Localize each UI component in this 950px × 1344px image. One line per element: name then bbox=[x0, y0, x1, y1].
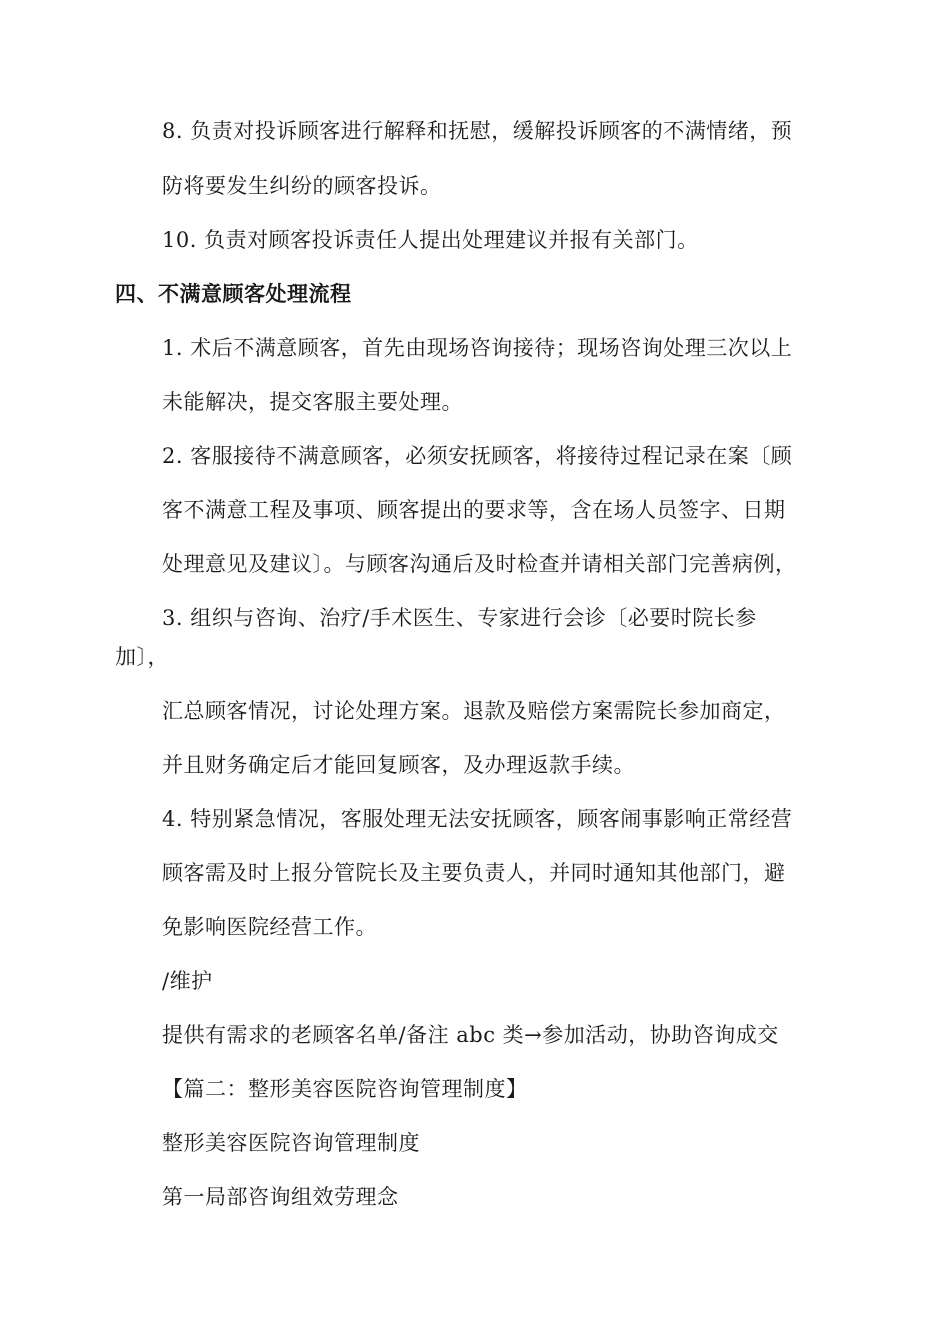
paragraph-line: 免影响医院经营工作。 bbox=[162, 915, 377, 939]
paragraph-line: 3. 组织与咨询、治疗/手术医生、专家进行会诊〔必要时院长参 bbox=[162, 606, 757, 630]
paragraph-line: 处理意见及建议〕。与顾客沟通后及时检查并请相关部门完善病例， bbox=[162, 552, 797, 576]
paragraph-line: 1. 术后不满意顾客，首先由现场咨询接待；现场咨询处理三次以上 bbox=[162, 336, 793, 360]
paragraph-line: 【篇二：整形美容医院咨询管理制度】 bbox=[162, 1077, 528, 1101]
paragraph-line: 第一局部咨询组效劳理念 bbox=[162, 1185, 399, 1209]
paragraph-line: 客不满意工程及事项、顾客提出的要求等，含在场人员签字、日期 bbox=[162, 498, 786, 522]
paragraph-line: 4. 特别紧急情况，客服处理无法安抚顾客，顾客闹事影响正常经营 bbox=[162, 807, 793, 831]
paragraph-line: 8. 负责对投诉顾客进行解释和抚慰，缓解投诉顾客的不满情绪，预 bbox=[162, 119, 793, 143]
paragraph-line: 2. 客服接待不满意顾客，必须安抚顾客，将接待过程记录在案〔顾 bbox=[162, 444, 793, 468]
paragraph-line: 防将要发生纠纷的顾客投诉。 bbox=[162, 174, 442, 198]
paragraph-line: 并且财务确定后才能回复顾客，及办理返款手续。 bbox=[162, 753, 635, 777]
paragraph-line: /维护 bbox=[162, 969, 213, 993]
paragraph-line: 整形美容医院咨询管理制度 bbox=[162, 1131, 420, 1155]
paragraph-line: 加〕， bbox=[115, 645, 169, 669]
paragraph-line: 未能解决，提交客服主要处理。 bbox=[162, 390, 463, 414]
paragraph-line: 汇总顾客情况，讨论处理方案。退款及赔偿方案需院长参加商定， bbox=[162, 699, 786, 723]
section-heading: 四、不满意顾客处理流程 bbox=[115, 282, 352, 306]
paragraph-line: 提供有需求的老顾客名单/备注 abc 类→参加活动，协助咨询成交 bbox=[162, 1023, 779, 1047]
paragraph-line: 顾客需及时上报分管院长及主要负责人，并同时通知其他部门，避 bbox=[162, 861, 786, 885]
paragraph-line: 10. 负责对顾客投诉责任人提出处理建议并报有关部门。 bbox=[162, 228, 699, 252]
